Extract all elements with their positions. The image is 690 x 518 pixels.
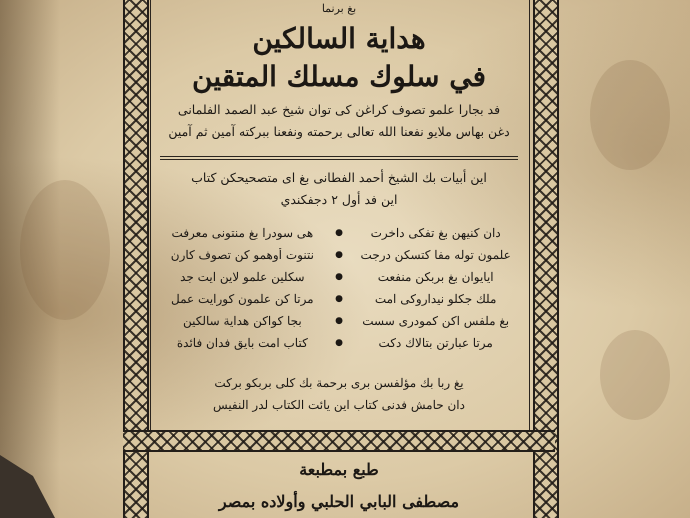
- intro-line: اين فد أول ٢ دجفكندي: [280, 192, 398, 207]
- verse-separator: ●: [335, 338, 343, 348]
- intro-line: اين أبيات بك الشيخ أحمد الفطانى بغ اى متصحيحكن كتاب: [191, 170, 487, 185]
- description-line: دغن بهاس ملايو نفعنا الله تعالى برحمته ونفعنا ببركته آمين ثم آمين: [168, 124, 510, 139]
- closing-line: يغ ربا بك مؤلفسن برى برحمة بك كلى بربكو بركت: [214, 376, 464, 390]
- verse-list: [160, 222, 518, 354]
- book-subtitle: في سلوك مسلك المتقين: [192, 60, 486, 93]
- verse-row: [160, 222, 518, 244]
- divider-rule: [160, 156, 518, 157]
- closing-line: دان حامش فدنى كتاب اين يائت الكتاب لدر النفيس: [213, 398, 465, 412]
- verse-row: [160, 332, 518, 354]
- printer-name: مصطفى البابي الحلبي وأولاده بمصر: [218, 492, 460, 511]
- paper-stain: [590, 60, 670, 170]
- paper-stain: [600, 330, 670, 420]
- verse-right: ايايوان بغ بربكن منفعت: [377, 270, 494, 284]
- closing-lines: [160, 372, 518, 416]
- verse-separator: ●: [335, 316, 343, 326]
- book-title: هداية السالكين: [252, 22, 426, 55]
- verse-right: مرتا عبارتن بتالاك دكت: [378, 336, 493, 350]
- verse-left: سكلين علمو لاين ايت جد: [180, 270, 305, 284]
- verse-left: كتاب امت بايق فدان فائدة: [176, 336, 308, 350]
- title-block: [152, 0, 526, 430]
- verse-row: [160, 244, 518, 266]
- verse-left: نتنوت أوهمو كن تصوف كارن: [170, 248, 314, 262]
- ornamental-border-divider: [123, 430, 555, 452]
- verse-separator: ●: [335, 272, 343, 282]
- verse-right: دان كنيهن بغ تفكى داخرت: [370, 226, 501, 240]
- paper-stain: [20, 180, 110, 320]
- verse-row: [160, 266, 518, 288]
- verse-row: [160, 310, 518, 332]
- description-line: فد بجارا علمو تصوف كراغن كى توان شيخ عبد الصمد الفلمانى: [177, 102, 501, 117]
- verse-right: بغ ملفس اكن كمودرى سست: [362, 314, 510, 328]
- verse-right: ملك جكلو نيداروكى امت: [374, 292, 497, 306]
- divider-rule: [160, 159, 518, 160]
- printed-by: طبع بمطبعة: [299, 460, 379, 479]
- verse-left: مرتا كن علمون كورايت عمل: [171, 292, 314, 306]
- verse-left: بجا كواكن هداية سالكين: [182, 314, 302, 328]
- verse-separator: ●: [335, 250, 343, 260]
- verse-left: هى سودرا بغ منتونى معرفت: [171, 226, 314, 240]
- verse-right: علمون توله مفا كتسكن درجت: [360, 248, 511, 262]
- verse-separator: ●: [335, 294, 343, 304]
- pretitle: بغ برنما: [321, 2, 357, 15]
- verse-row: [160, 288, 518, 310]
- verse-separator: ●: [335, 228, 343, 238]
